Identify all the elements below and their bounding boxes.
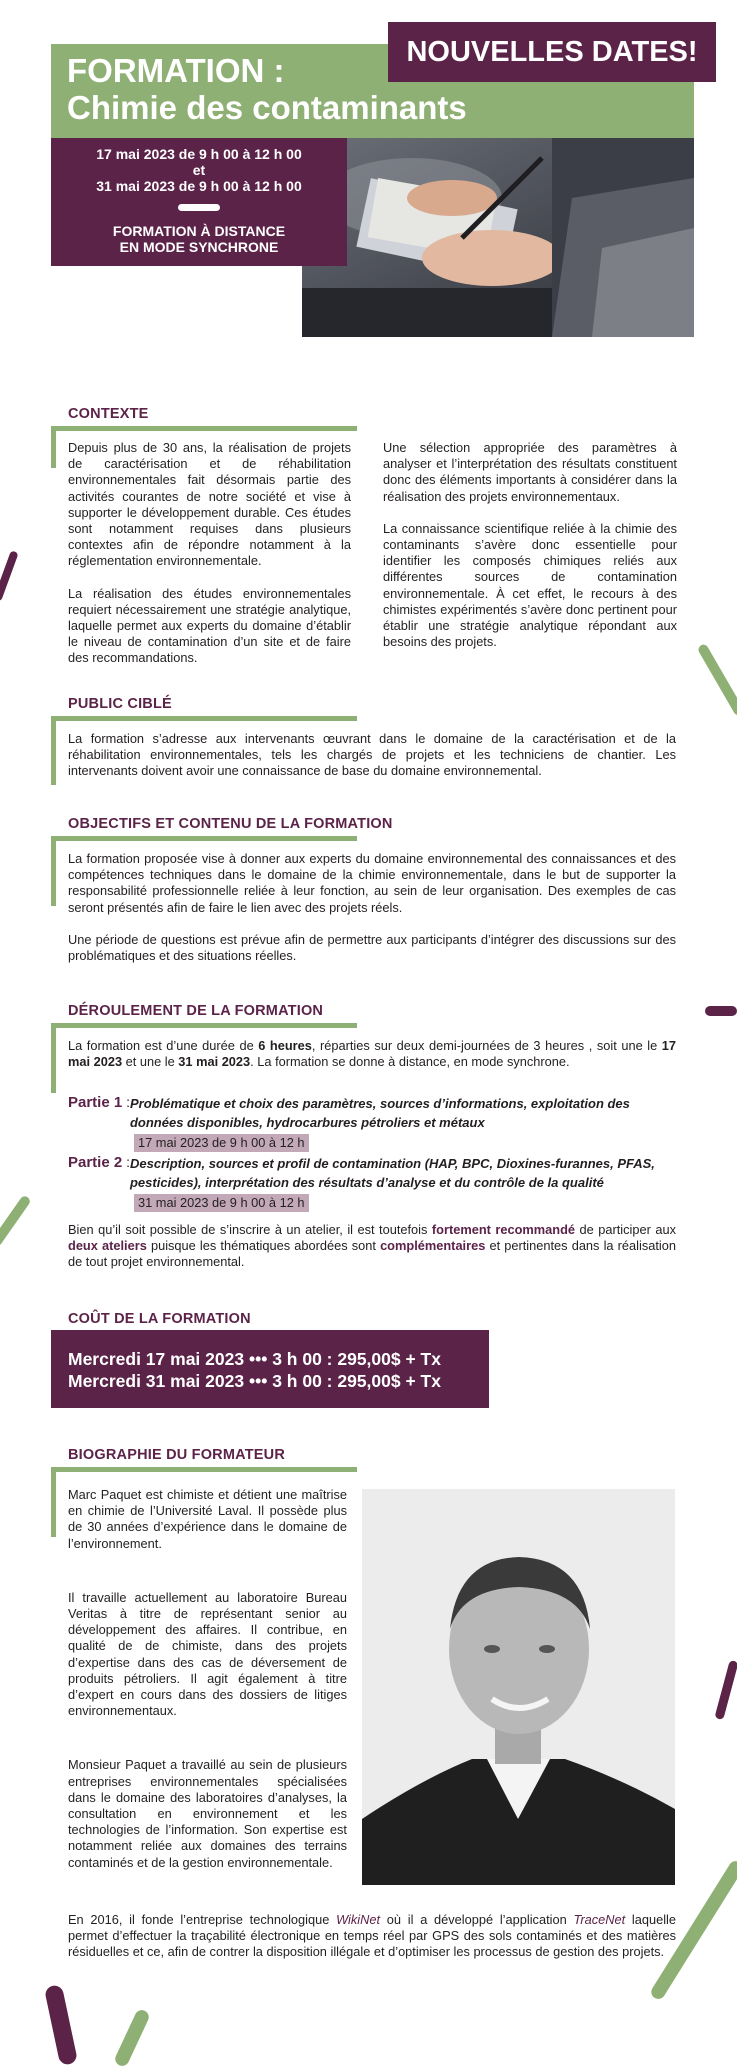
section-bar [51, 1023, 357, 1028]
section-bar [51, 836, 357, 841]
bio-p2: Il travaille actuellement au laboratoire Bureau Veritas à titre de représentant senior au développement des affaires. Il contribue, en qualité de de chimiste, dans des projets d’expertise dans des cas de déversement de produits pétroliers. Il agit également à titre d’expert en cours dans des dossiers de litiges environnementaux. [68, 1589, 347, 1719]
contexte-col-left [68, 440, 351, 667]
section-bar [51, 1467, 357, 1472]
section-bar [51, 716, 357, 721]
duration-strong: 6 heures [258, 1038, 312, 1053]
part1-label-wrap [68, 1094, 130, 1132]
section-title-contexte: CONTEXTE [68, 406, 149, 422]
section-vbar [51, 836, 56, 906]
header-title-line1: FORMATION : [67, 52, 285, 89]
trainer-portrait [362, 1489, 675, 1885]
emphasis: fortement recommandé [431, 1222, 576, 1237]
colon: : [122, 1094, 130, 1110]
header-date-and: et [192, 162, 206, 178]
header-dates-box [51, 138, 347, 266]
cost-line1: Mercredi 17 mai 2023 ••• 3 h 00 : 295,00$ + Tx [68, 1349, 441, 1369]
header-photo [302, 138, 694, 337]
header-mode-line1: FORMATION À DISTANCE [112, 223, 286, 239]
text-span: et pertinentes dans la réalisation de tout projet environnemental. [68, 1238, 676, 1270]
part2-block [68, 1154, 686, 1212]
new-dates-badge: NOUVELLES DATES! [388, 22, 716, 82]
text-span: laquelle permet d’effectuer la traçabilité électronique en temps réel par GPS des sols contaminés et des matières résiduelles et ce, afin de contrer la disposition illégale et d’optimiser les processus de gestion des projets. [68, 1912, 676, 1960]
emphasis: deux ateliers [68, 1238, 147, 1254]
decorative-stroke [0, 550, 19, 602]
part2-date: 31 mai 2023 de 9 h 00 à 12 h [134, 1194, 309, 1212]
bio-col-left [68, 1487, 347, 1871]
public-text: La formation s’adresse aux intervenants œuvrant dans le domaine de la caractérisation et de la réhabilitation environnementales, tels les chargés de projets et les techniciens de chantier. Les intervenants doivent avoir une connaissance de base du domaine environnemental. [68, 731, 676, 779]
section-vbar [51, 426, 56, 468]
contexte-p3: Une sélection appropriée des paramètres à analyser et l’interprétation des résultats constituent donc des éléments importants à considérer dans la réalisation des projets environnementaux. [383, 440, 677, 504]
section-vbar [51, 716, 56, 785]
section-title-bio: BIOGRAPHIE DU FORMATEUR [68, 1447, 285, 1463]
header-date2: 31 mai 2023 de 9 h 00 à 12 h 00 [96, 178, 302, 194]
header-title-line2: Chimie des contaminants [67, 89, 467, 126]
contexte-p4: La connaissance scientifique reliée à la chimie des contaminants s’avère donc essentielle pour identifier les composés chimiques reliés aux différentes sources de contamination environnementale. À cet effet, le recours à des chimistes expérimentés s’avère donc pertinent pour établir une stratégie analytique répondant aux besoins des projets. [383, 520, 677, 650]
cost-line2: Mercredi 31 mai 2023 ••• 3 h 00 : 295,00$ + Tx [68, 1371, 441, 1391]
decorative-stroke [697, 643, 737, 717]
text-span: , réparties sur deux demi-journées de 3 heures , soit une le [311, 1038, 662, 1053]
objectifs-text [68, 851, 676, 964]
colon: : [122, 1154, 130, 1170]
decorative-stroke [705, 1006, 737, 1016]
bio-p3: Monsieur Paquet a travaillé au sein de plusieurs entreprises environnementales spécialisées dans le domaine des laboratoires d’analyses, la consultation en environnement et les technologies de l’information. Son expertise est notamment reliée aux domaines des terrains contaminés et de la gestion environnementale. [68, 1757, 347, 1870]
wikinet-name: WikiNet [336, 1912, 381, 1927]
decorative-stroke [44, 1984, 78, 2066]
decorative-stroke [714, 1660, 737, 1720]
part1-date: 17 mai 2023 de 9 h 00 à 12 h [134, 1134, 309, 1152]
part1-block [68, 1094, 686, 1152]
deroulement-intro [68, 1038, 676, 1070]
cost-box [51, 1330, 489, 1408]
section-vbar [51, 1467, 56, 1537]
date2-strong: 31 mai 2023 [178, 1054, 251, 1070]
section-vbar [51, 1023, 56, 1093]
section-bar [51, 426, 357, 431]
divider [178, 204, 220, 211]
text-span: où il a développé l’application [380, 1912, 574, 1927]
decorative-stroke [0, 1194, 32, 1247]
objectifs-p1: La formation proposée vise à donner aux experts du domaine environnemental des connaissances et des compétences techniques dans le domaine de la chimie environnementale, dans le but de supporter la responsabilité professionnelle reliée à leur fonction, au sein de leur organisation. Des exemples de cas seront présentés afin de faire le lien avec des projets réels. [68, 851, 676, 915]
contexte-p2: La réalisation des études environnementales requiert nécessairement une stratégie analytique, laquelle permet aux experts du domaine d’établir le niveau de contamination d’un site et de faire des recommandations. [68, 585, 351, 666]
section-title-public: PUBLIC CIBLÉ [68, 696, 172, 712]
part2-label-wrap [68, 1154, 130, 1192]
date1-strong: 17 mai 2023 [68, 1038, 676, 1070]
bio-p4 [68, 1912, 676, 1961]
section-title-deroulement: DÉROULEMENT DE LA FORMATION [68, 1003, 324, 1019]
bio-p1: Marc Paquet est chimiste et détient une maîtrise en chimie de l’Université Laval. Il possède plus de 30 années d’expérience dans le domaine de l’environnement. [68, 1487, 347, 1551]
text-span: La formation est d’une durée de [68, 1038, 259, 1053]
section-title-objectifs: OBJECTIFS ET CONTENU DE LA FORMATION [68, 816, 393, 832]
text-span: Bien qu’il soit possible de s’inscrire à un atelier, il est toutefois [68, 1222, 432, 1237]
tracenet-name: TraceNet [573, 1912, 626, 1927]
section-title-cout: COÛT DE LA FORMATION [68, 1311, 251, 1327]
header-date1: 17 mai 2023 de 9 h 00 à 12 h 00 [96, 146, 302, 162]
text-span: . La formation se donne à distance, en mode synchrone. [250, 1054, 570, 1070]
part1-label: Partie 1 [68, 1094, 123, 1111]
contexte-col-right [383, 440, 677, 650]
part1-text: Problématique et choix des paramètres, sources d’informations, exploitation des données disponibles, hydrocarbures pétroliers et métaux [129, 1096, 630, 1130]
emphasis: complémentaires [380, 1238, 486, 1254]
text-span: et une le [122, 1054, 179, 1070]
contexte-p1: Depuis plus de 30 ans, la réalisation de projets de caractérisation et de réhabilitation environnementales fait désormais partie des activités courantes de notre société et vise à supporter le développement durable. Ces études sont notamment requises dans plusieurs contextes afin de répondre notamment à la réglementation environnementale. [68, 440, 351, 569]
objectifs-p2: Une période de questions est prévue afin de permettre aux participants d’intégrer des discussions sur des problématiques et des situations réelles. [68, 931, 676, 964]
text-span: puisque les thématiques abordées sont [146, 1238, 381, 1254]
text-span: En 2016, il fonde l’entreprise technologique [68, 1912, 337, 1927]
part2-label: Partie 2 [68, 1154, 123, 1171]
header-mode-line2: EN MODE SYNCHRONE [119, 239, 279, 255]
decorative-stroke [113, 2008, 151, 2068]
text-span: de participer aux [575, 1222, 676, 1237]
part2-text: Description, sources et profil de contamination (HAP, BPC, Dioxines-furannes, PFAS, pesticides), interprétation des résultats d’analyse et du contrôle de la qualité [129, 1156, 655, 1190]
deroulement-outro [68, 1222, 676, 1271]
